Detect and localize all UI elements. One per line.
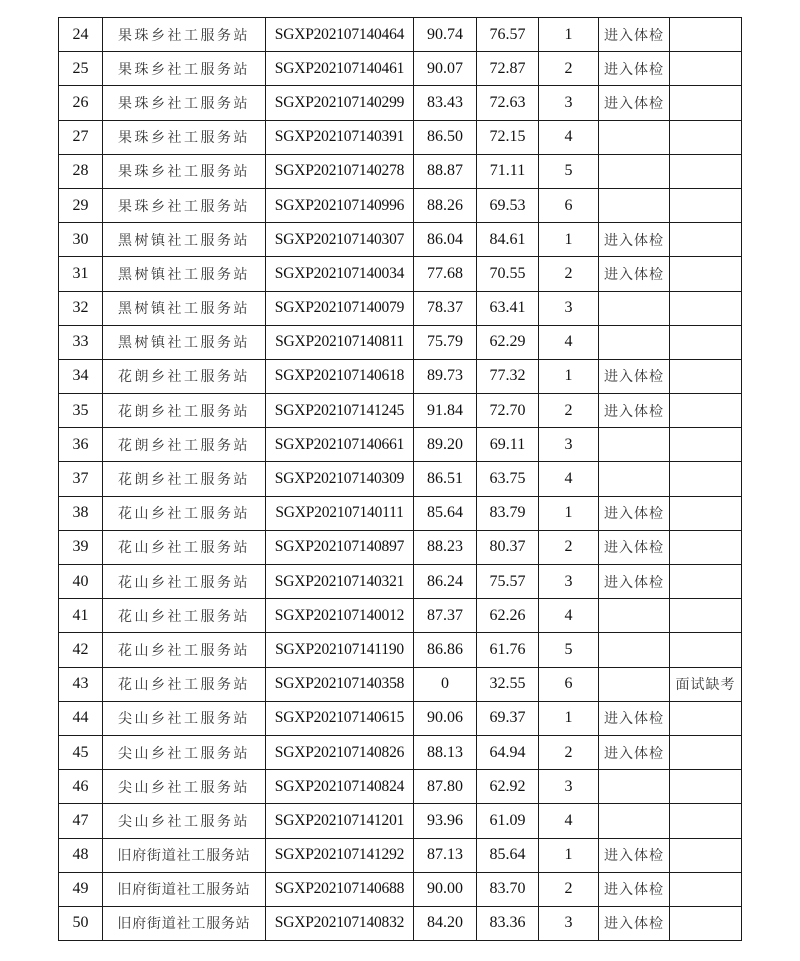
exam-id-cell: SGXP202107140309 [266,462,414,496]
interview-score-cell: 87.37 [414,599,477,633]
rank-cell: 2 [539,735,599,769]
table-row [59,633,742,667]
exam-id-cell: SGXP202107140811 [266,325,414,359]
unit-cell: 果珠乡社工服务站 [103,52,266,86]
exam-id-cell: SGXP202107140464 [266,18,414,52]
rank-cell: 1 [539,496,599,530]
row-number-cell: 38 [59,496,103,530]
note-cell [670,359,742,393]
exam-id-cell: SGXP202107140688 [266,872,414,906]
table-row [59,804,742,838]
row-number-cell: 33 [59,325,103,359]
rank-cell: 2 [539,52,599,86]
rank-cell: 5 [539,633,599,667]
unit-cell: 尖山乡社工服务站 [103,735,266,769]
table-row [59,188,742,222]
table-row [59,52,742,86]
interview-score-cell: 75.79 [414,325,477,359]
note-cell [670,701,742,735]
row-number-cell: 36 [59,428,103,462]
total-score-cell: 63.75 [477,462,539,496]
result-cell [599,599,670,633]
result-cell: 进入体检 [599,735,670,769]
total-score-cell: 64.94 [477,735,539,769]
row-number-cell: 46 [59,770,103,804]
table-body [59,18,742,941]
exam-id-cell: SGXP202107140321 [266,565,414,599]
rank-cell: 4 [539,462,599,496]
result-cell: 进入体检 [599,18,670,52]
total-score-cell: 72.63 [477,86,539,120]
rank-cell: 1 [539,223,599,257]
unit-cell: 花山乡社工服务站 [103,599,266,633]
table-row [59,838,742,872]
row-number-cell: 49 [59,872,103,906]
unit-cell: 果珠乡社工服务站 [103,86,266,120]
total-score-cell: 83.36 [477,906,539,940]
total-score-cell: 69.11 [477,428,539,462]
row-number-cell: 42 [59,633,103,667]
table-row [59,428,742,462]
unit-cell: 旧府街道社工服务站 [103,838,266,872]
result-cell: 进入体检 [599,359,670,393]
result-cell: 进入体检 [599,701,670,735]
unit-cell: 花山乡社工服务站 [103,530,266,564]
total-score-cell: 83.79 [477,496,539,530]
table-row [59,86,742,120]
row-number-cell: 26 [59,86,103,120]
interview-score-cell: 88.23 [414,530,477,564]
exam-id-cell: SGXP202107140897 [266,530,414,564]
note-cell [670,565,742,599]
note-cell [670,599,742,633]
rank-cell: 6 [539,188,599,222]
total-score-cell: 62.26 [477,599,539,633]
total-score-cell: 85.64 [477,838,539,872]
row-number-cell: 35 [59,394,103,428]
unit-cell: 花山乡社工服务站 [103,565,266,599]
total-score-cell: 84.61 [477,223,539,257]
row-number-cell: 30 [59,223,103,257]
row-number-cell: 43 [59,667,103,701]
result-cell: 进入体检 [599,394,670,428]
note-cell [670,428,742,462]
result-cell: 进入体检 [599,52,670,86]
interview-score-cell: 88.13 [414,735,477,769]
unit-cell: 花朗乡社工服务站 [103,359,266,393]
unit-cell: 尖山乡社工服务站 [103,701,266,735]
rank-cell: 6 [539,667,599,701]
unit-cell: 尖山乡社工服务站 [103,770,266,804]
row-number-cell: 37 [59,462,103,496]
exam-id-cell: SGXP202107140661 [266,428,414,462]
result-cell [599,188,670,222]
total-score-cell: 75.57 [477,565,539,599]
interview-score-cell: 91.84 [414,394,477,428]
table-row [59,496,742,530]
table-row [59,667,742,701]
interview-score-cell: 87.13 [414,838,477,872]
rank-cell: 3 [539,291,599,325]
table-row [59,701,742,735]
note-cell [670,223,742,257]
rank-cell: 1 [539,18,599,52]
interview-score-cell: 89.73 [414,359,477,393]
table-row [59,565,742,599]
exam-id-cell: SGXP202107140079 [266,291,414,325]
note-cell [670,291,742,325]
exam-id-cell: SGXP202107140307 [266,223,414,257]
note-cell [670,120,742,154]
exam-id-cell: SGXP202107140278 [266,154,414,188]
table-row [59,257,742,291]
row-number-cell: 48 [59,838,103,872]
table-row [59,770,742,804]
row-number-cell: 50 [59,906,103,940]
unit-cell: 花山乡社工服务站 [103,496,266,530]
exam-id-cell: SGXP202107140299 [266,86,414,120]
table-row [59,394,742,428]
unit-cell: 果珠乡社工服务站 [103,18,266,52]
interview-score-cell: 90.07 [414,52,477,86]
unit-cell: 黑树镇社工服务站 [103,257,266,291]
rank-cell: 3 [539,770,599,804]
table-row [59,18,742,52]
unit-cell: 果珠乡社工服务站 [103,120,266,154]
exam-id-cell: SGXP202107140996 [266,188,414,222]
interview-score-cell: 87.80 [414,770,477,804]
table-row [59,462,742,496]
row-number-cell: 40 [59,565,103,599]
unit-cell: 果珠乡社工服务站 [103,154,266,188]
note-cell [670,770,742,804]
rank-cell: 2 [539,872,599,906]
row-number-cell: 32 [59,291,103,325]
result-cell: 进入体检 [599,86,670,120]
result-cell: 进入体检 [599,838,670,872]
exam-id-cell: SGXP202107140391 [266,120,414,154]
exam-id-cell: SGXP202107140615 [266,701,414,735]
row-number-cell: 24 [59,18,103,52]
interview-score-cell: 88.87 [414,154,477,188]
note-cell [670,188,742,222]
note-cell [670,906,742,940]
total-score-cell: 69.37 [477,701,539,735]
interview-score-cell: 77.68 [414,257,477,291]
interview-score-cell: 0 [414,667,477,701]
note-cell [670,18,742,52]
unit-cell: 黑树镇社工服务站 [103,223,266,257]
total-score-cell: 72.70 [477,394,539,428]
unit-cell: 花朗乡社工服务站 [103,428,266,462]
rank-cell: 4 [539,325,599,359]
result-cell [599,120,670,154]
total-score-cell: 76.57 [477,18,539,52]
note-cell [670,154,742,188]
row-number-cell: 34 [59,359,103,393]
table-row [59,599,742,633]
note-cell [670,257,742,291]
result-cell: 进入体检 [599,257,670,291]
exam-id-cell: SGXP202107140012 [266,599,414,633]
note-cell [670,394,742,428]
rank-cell: 1 [539,838,599,872]
rank-cell: 2 [539,257,599,291]
table-row [59,325,742,359]
note-cell [670,838,742,872]
result-cell [599,428,670,462]
total-score-cell: 62.92 [477,770,539,804]
row-number-cell: 31 [59,257,103,291]
total-score-cell: 32.55 [477,667,539,701]
unit-cell: 黑树镇社工服务站 [103,291,266,325]
total-score-cell: 72.87 [477,52,539,86]
result-cell [599,667,670,701]
table-row [59,359,742,393]
note-cell [670,496,742,530]
table-row [59,291,742,325]
exam-id-cell: SGXP202107141245 [266,394,414,428]
exam-id-cell: SGXP202107140832 [266,906,414,940]
interview-score-cell: 90.00 [414,872,477,906]
unit-cell: 花朗乡社工服务站 [103,394,266,428]
interview-score-cell: 90.06 [414,701,477,735]
total-score-cell: 63.41 [477,291,539,325]
result-cell: 进入体检 [599,223,670,257]
note-cell [670,530,742,564]
unit-cell: 花山乡社工服务站 [103,667,266,701]
interview-score-cell: 86.04 [414,223,477,257]
interview-score-cell: 84.20 [414,906,477,940]
note-cell: 面试缺考 [670,667,742,701]
row-number-cell: 41 [59,599,103,633]
rank-cell: 4 [539,120,599,154]
result-cell: 进入体检 [599,565,670,599]
unit-cell: 黑树镇社工服务站 [103,325,266,359]
note-cell [670,52,742,86]
row-number-cell: 29 [59,188,103,222]
total-score-cell: 61.09 [477,804,539,838]
result-cell [599,633,670,667]
total-score-cell: 72.15 [477,120,539,154]
rank-cell: 4 [539,599,599,633]
total-score-cell: 71.11 [477,154,539,188]
unit-cell: 尖山乡社工服务站 [103,804,266,838]
rank-cell: 3 [539,906,599,940]
table-row [59,120,742,154]
table-row [59,735,742,769]
interview-score-cell: 90.74 [414,18,477,52]
rank-cell: 2 [539,394,599,428]
row-number-cell: 44 [59,701,103,735]
row-number-cell: 25 [59,52,103,86]
exam-id-cell: SGXP202107140824 [266,770,414,804]
total-score-cell: 69.53 [477,188,539,222]
total-score-cell: 70.55 [477,257,539,291]
note-cell [670,462,742,496]
exam-id-cell: SGXP202107140034 [266,257,414,291]
result-cell [599,770,670,804]
interview-score-cell: 93.96 [414,804,477,838]
rank-cell: 3 [539,428,599,462]
result-cell: 进入体检 [599,530,670,564]
exam-id-cell: SGXP202107140358 [266,667,414,701]
note-cell [670,872,742,906]
interview-score-cell: 86.86 [414,633,477,667]
note-cell [670,804,742,838]
total-score-cell: 62.29 [477,325,539,359]
unit-cell: 花山乡社工服务站 [103,633,266,667]
exam-id-cell: SGXP202107141201 [266,804,414,838]
row-number-cell: 27 [59,120,103,154]
unit-cell: 果珠乡社工服务站 [103,188,266,222]
results-table [58,17,742,941]
table-row [59,154,742,188]
exam-id-cell: SGXP202107141292 [266,838,414,872]
interview-score-cell: 85.64 [414,496,477,530]
rank-cell: 1 [539,359,599,393]
table-row [59,872,742,906]
rank-cell: 5 [539,154,599,188]
result-cell [599,291,670,325]
note-cell [670,735,742,769]
rank-cell: 4 [539,804,599,838]
interview-score-cell: 86.24 [414,565,477,599]
total-score-cell: 80.37 [477,530,539,564]
row-number-cell: 47 [59,804,103,838]
result-cell [599,462,670,496]
total-score-cell: 61.76 [477,633,539,667]
row-number-cell: 45 [59,735,103,769]
exam-id-cell: SGXP202107140618 [266,359,414,393]
table-row [59,530,742,564]
row-number-cell: 39 [59,530,103,564]
note-cell [670,325,742,359]
interview-score-cell: 86.50 [414,120,477,154]
exam-id-cell: SGXP202107140826 [266,735,414,769]
rank-cell: 2 [539,530,599,564]
unit-cell: 旧府街道社工服务站 [103,872,266,906]
total-score-cell: 83.70 [477,872,539,906]
interview-score-cell: 88.26 [414,188,477,222]
result-cell [599,154,670,188]
result-cell: 进入体检 [599,872,670,906]
interview-score-cell: 83.43 [414,86,477,120]
unit-cell: 旧府街道社工服务站 [103,906,266,940]
table-row [59,223,742,257]
interview-score-cell: 89.20 [414,428,477,462]
unit-cell: 花朗乡社工服务站 [103,462,266,496]
result-cell [599,325,670,359]
note-cell [670,86,742,120]
exam-id-cell: SGXP202107140461 [266,52,414,86]
interview-score-cell: 78.37 [414,291,477,325]
result-cell: 进入体检 [599,496,670,530]
exam-id-cell: SGXP202107140111 [266,496,414,530]
rank-cell: 1 [539,701,599,735]
row-number-cell: 28 [59,154,103,188]
total-score-cell: 77.32 [477,359,539,393]
exam-id-cell: SGXP202107141190 [266,633,414,667]
note-cell [670,633,742,667]
rank-cell: 3 [539,86,599,120]
interview-score-cell: 86.51 [414,462,477,496]
result-cell: 进入体检 [599,906,670,940]
table-row [59,906,742,940]
result-cell [599,804,670,838]
rank-cell: 3 [539,565,599,599]
